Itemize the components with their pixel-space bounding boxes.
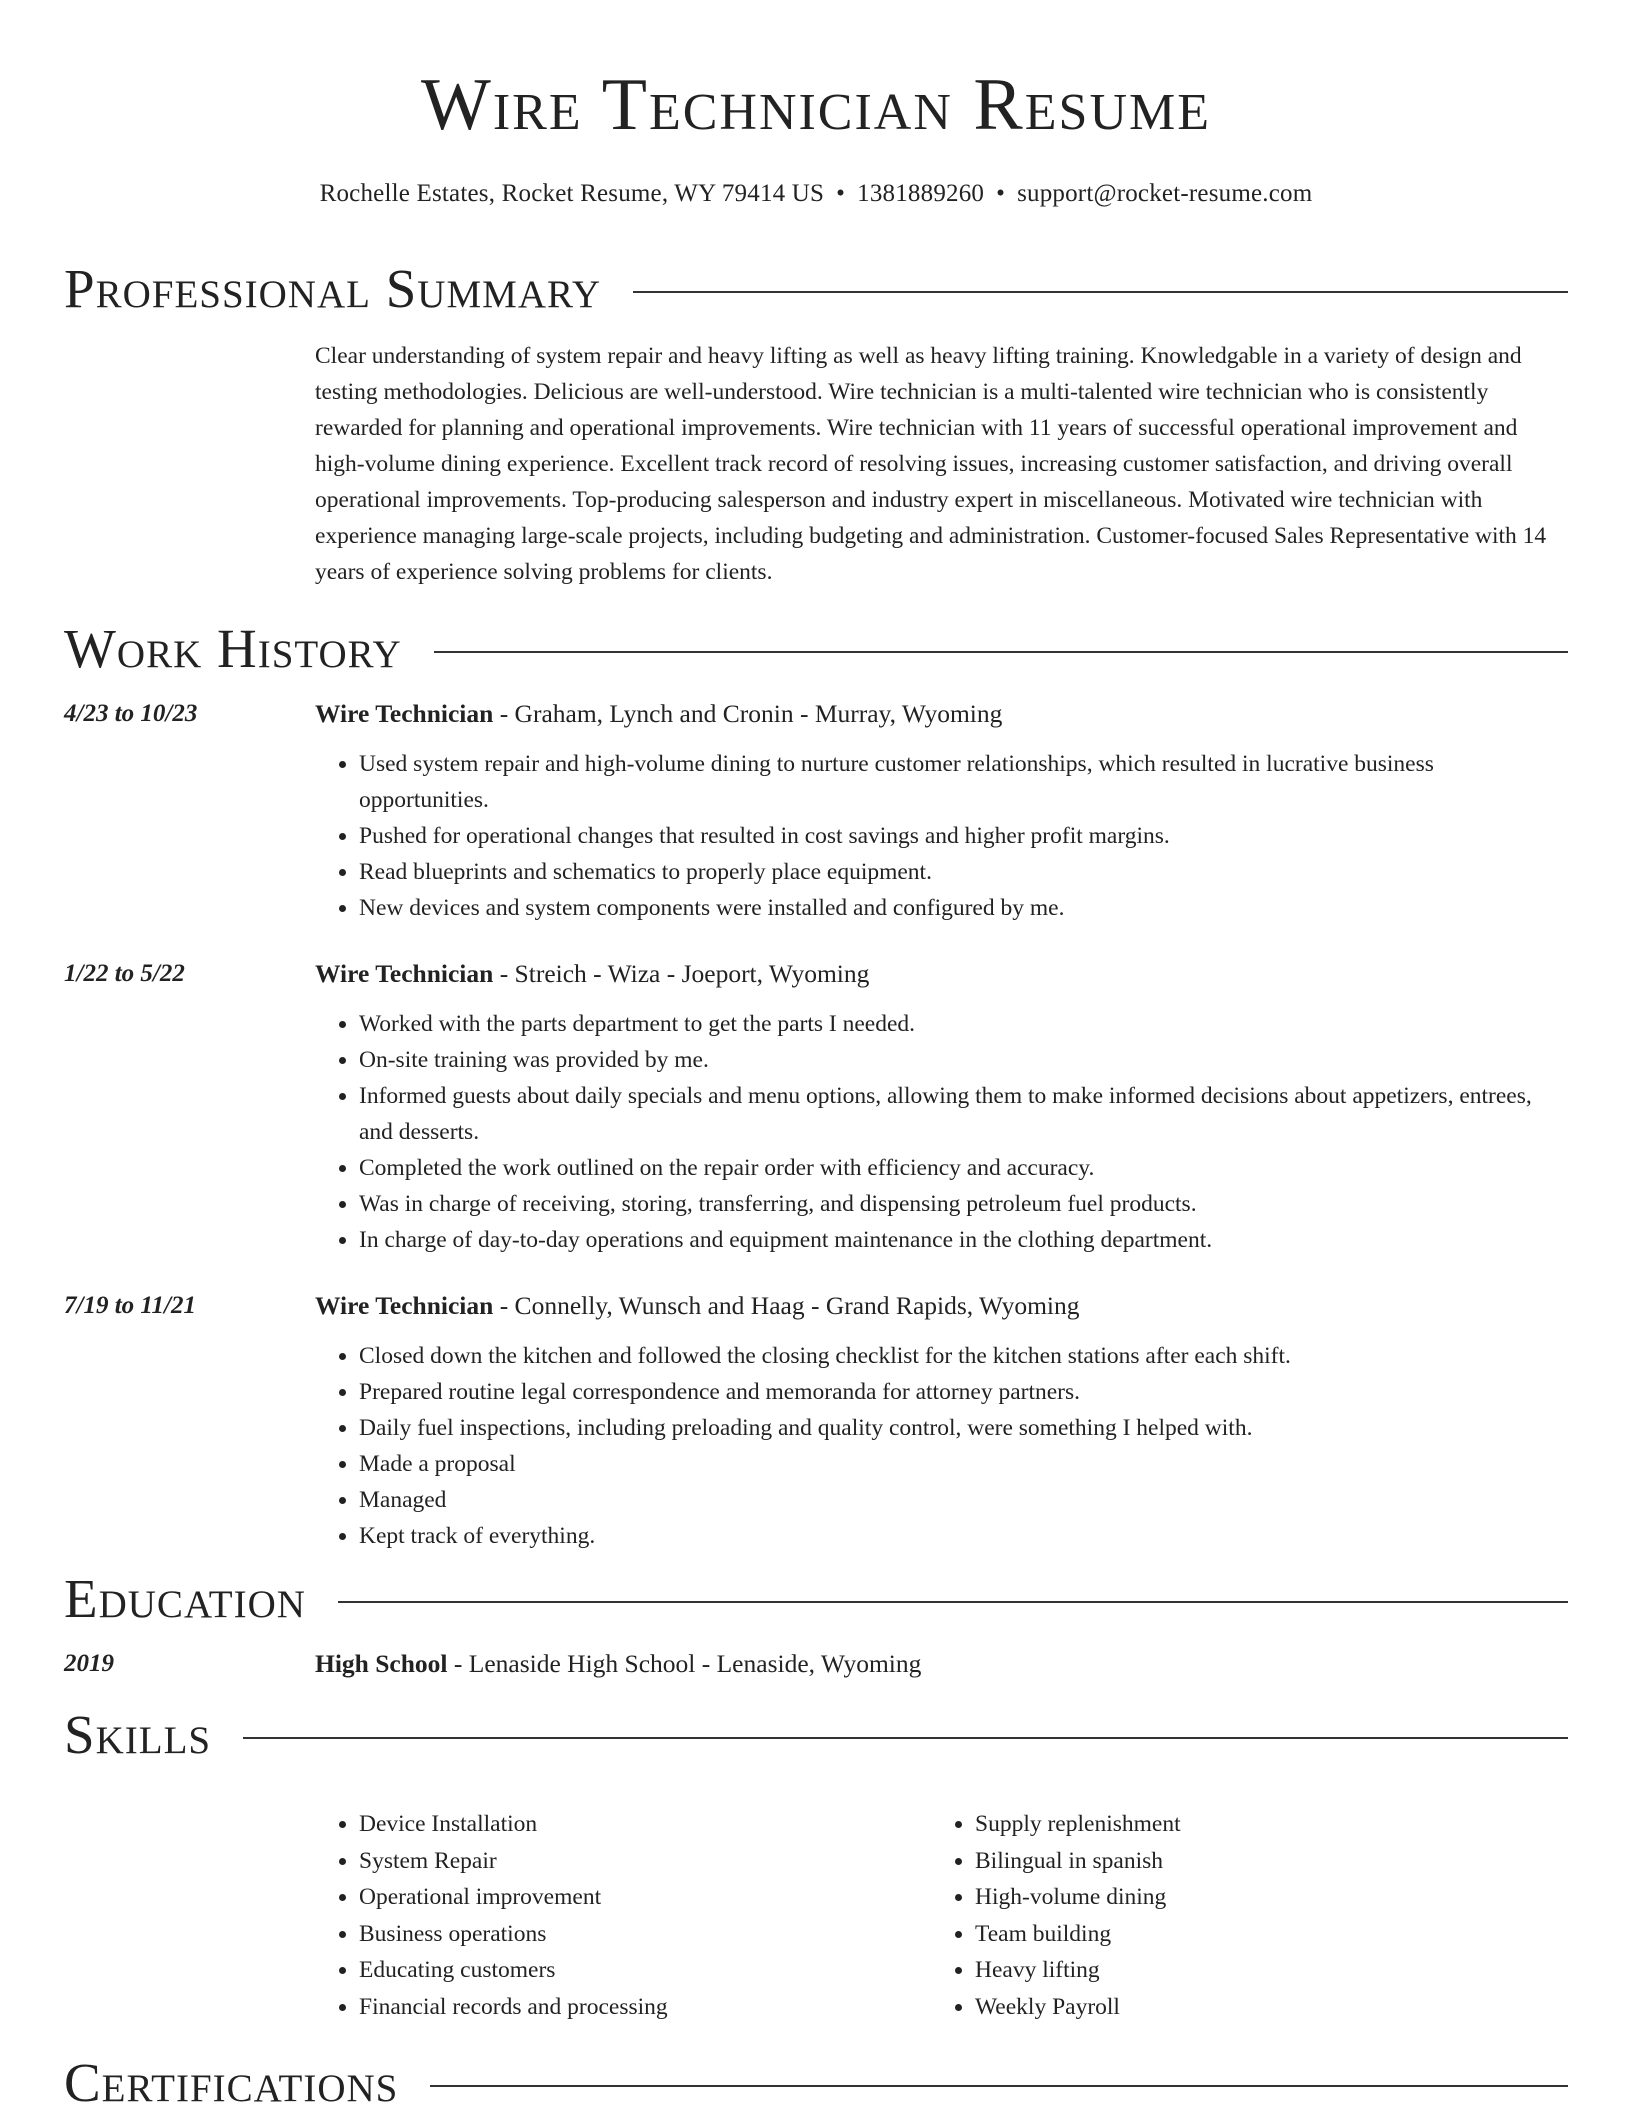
list-item: • New devices and system components were installed and configured by me.	[359, 890, 1568, 926]
list-item: • Pushed for operational changes that resulted in cost savings and higher profit margins.	[359, 818, 1568, 854]
job-entry	[64, 1288, 1568, 1554]
list-item: • Prepared routine legal correspondence and memoranda for attorney partners.	[359, 1374, 1568, 1410]
skills-heading: Skills	[64, 1704, 212, 1765]
job-bullets	[315, 1338, 1568, 1554]
education-role	[315, 1646, 921, 1682]
list-item: • Was in charge of receiving, storing, transferring, and dispensing petroleum fuel products.	[359, 1186, 1568, 1222]
job-title: Wire Technician	[315, 699, 494, 728]
list-item: • Bilingual in spanish	[975, 1843, 1181, 1880]
summary-heading: Professional Summary	[64, 258, 602, 319]
job-details: - Streich - Wiza - Joeport, Wyoming	[493, 959, 870, 988]
resume-title: Wire Technician Resume	[420, 64, 1212, 146]
list-item: • Read blueprints and schematics to properly place equipment.	[359, 854, 1568, 890]
section-rule	[430, 2085, 1568, 2087]
work-heading: Work History	[64, 618, 402, 679]
education-details: - Lenaside High School - Lenaside, Wyoming	[447, 1649, 922, 1678]
job-title: Wire Technician	[315, 959, 494, 988]
job-details: - Graham, Lynch and Cronin - Murray, Wyoming	[493, 699, 1003, 728]
section-rule	[338, 1601, 1568, 1603]
list-item: • Daily fuel inspections, including preloading and quality control, were something I helped with.	[359, 1410, 1568, 1446]
certifications-section-header	[64, 2050, 1568, 2116]
list-item: • In charge of day-to-day operations and equipment maintenance in the clothing department.	[359, 1222, 1568, 1258]
list-item: • System Repair	[359, 1843, 931, 1880]
education-entry	[64, 1646, 1568, 1682]
education-year: 2019	[64, 1650, 114, 1677]
job-bullets	[315, 746, 1568, 926]
list-item: • Team building	[975, 1916, 1181, 1953]
section-rule	[434, 651, 1568, 653]
list-item: • Informed guests about daily specials and menu options, allowing them to make informed decisions about appetizers, entrees, and desserts.	[359, 1078, 1568, 1150]
job-role	[315, 956, 869, 992]
list-item: • Financial records and processing	[359, 1989, 931, 2026]
list-item: • Managed	[359, 1482, 1568, 1518]
contact-email: support@rocket-resume.com	[1017, 180, 1313, 207]
job-bullets	[315, 1006, 1568, 1258]
list-item: • On-site training was provided by me.	[359, 1042, 1568, 1078]
contact-phone: 1381889260	[857, 180, 985, 207]
skills-column-right	[931, 1806, 1181, 2026]
job-role	[315, 1288, 1080, 1324]
summary-section-header	[64, 256, 1568, 322]
job-role	[315, 696, 1002, 732]
contact-separator: •	[996, 180, 1006, 207]
job-entry	[64, 696, 1568, 926]
contact-address: Rochelle Estates, Rocket Resume, WY 79414 US	[319, 180, 825, 207]
certifications-heading: Certifications	[64, 2051, 399, 2113]
education-heading: Education	[64, 1568, 306, 1629]
section-rule	[633, 291, 1568, 293]
education-section-header	[64, 1566, 1568, 1632]
list-item: • Used system repair and high-volume dining to nurture customer relationships, which resulted in lucrative business opportunities.	[359, 746, 1568, 818]
work-section-header	[64, 616, 1568, 682]
list-item: • Closed down the kitchen and followed the closing checklist for the kitchen stations after each shift.	[359, 1338, 1568, 1374]
list-item: • Completed the work outlined on the repair order with efficiency and accuracy.	[359, 1150, 1568, 1186]
contact-line	[64, 178, 1568, 210]
section-rule	[243, 1737, 1568, 1739]
list-item: • Weekly Payroll	[975, 1989, 1181, 2026]
list-item: • Worked with the parts department to get the parts I needed.	[359, 1006, 1568, 1042]
list-item: • Heavy lifting	[975, 1952, 1181, 1989]
list-item: • Device Installation	[359, 1806, 931, 1843]
skills-section-header	[64, 1702, 1568, 1768]
education-degree: High School	[315, 1649, 448, 1678]
job-dates: 7/19 to 11/21	[64, 1292, 196, 1319]
job-entry	[64, 956, 1568, 1258]
skills-list	[315, 1806, 1568, 2026]
list-item: • Supply replenishment	[975, 1806, 1181, 1843]
job-dates: 1/22 to 5/22	[64, 960, 185, 987]
summary-text: Clear understanding of system repair and heavy lifting as well as heavy lifting training. Knowledgable in a variety of design and testing methodologies. Delicious are well-understood. Wire technician is a multi-talented wire technician who is consistently rewarded for planning and operational improvements. Wire technician with 11 years of successful operational improvement and high-volume dining experience. Excellent track record of resolving issues, increasing customer satisfaction, and driving overall operational improvements. Top-producing salesperson and industry expert in miscellaneous. Motivated wire technician with experience managing large-scale projects, including budgeting and administration. Customer-focused Sales Representative with 14 years of experience solving problems for clients.	[315, 343, 1547, 585]
list-item: • Business operations	[359, 1916, 931, 1953]
list-item: • Operational improvement	[359, 1879, 931, 1916]
job-title: Wire Technician	[315, 1291, 494, 1320]
job-details: - Connelly, Wunsch and Haag - Grand Rapids, Wyoming	[493, 1291, 1080, 1320]
skills-column-left	[315, 1806, 931, 2026]
list-item: • Made a proposal	[359, 1446, 1568, 1482]
contact-separator: •	[836, 180, 846, 207]
list-item: • Kept track of everything.	[359, 1518, 1568, 1554]
job-dates: 4/23 to 10/23	[64, 700, 198, 727]
resume-page	[64, 0, 1568, 2116]
list-item: • High-volume dining	[975, 1879, 1181, 1916]
list-item: • Educating customers	[359, 1952, 931, 1989]
